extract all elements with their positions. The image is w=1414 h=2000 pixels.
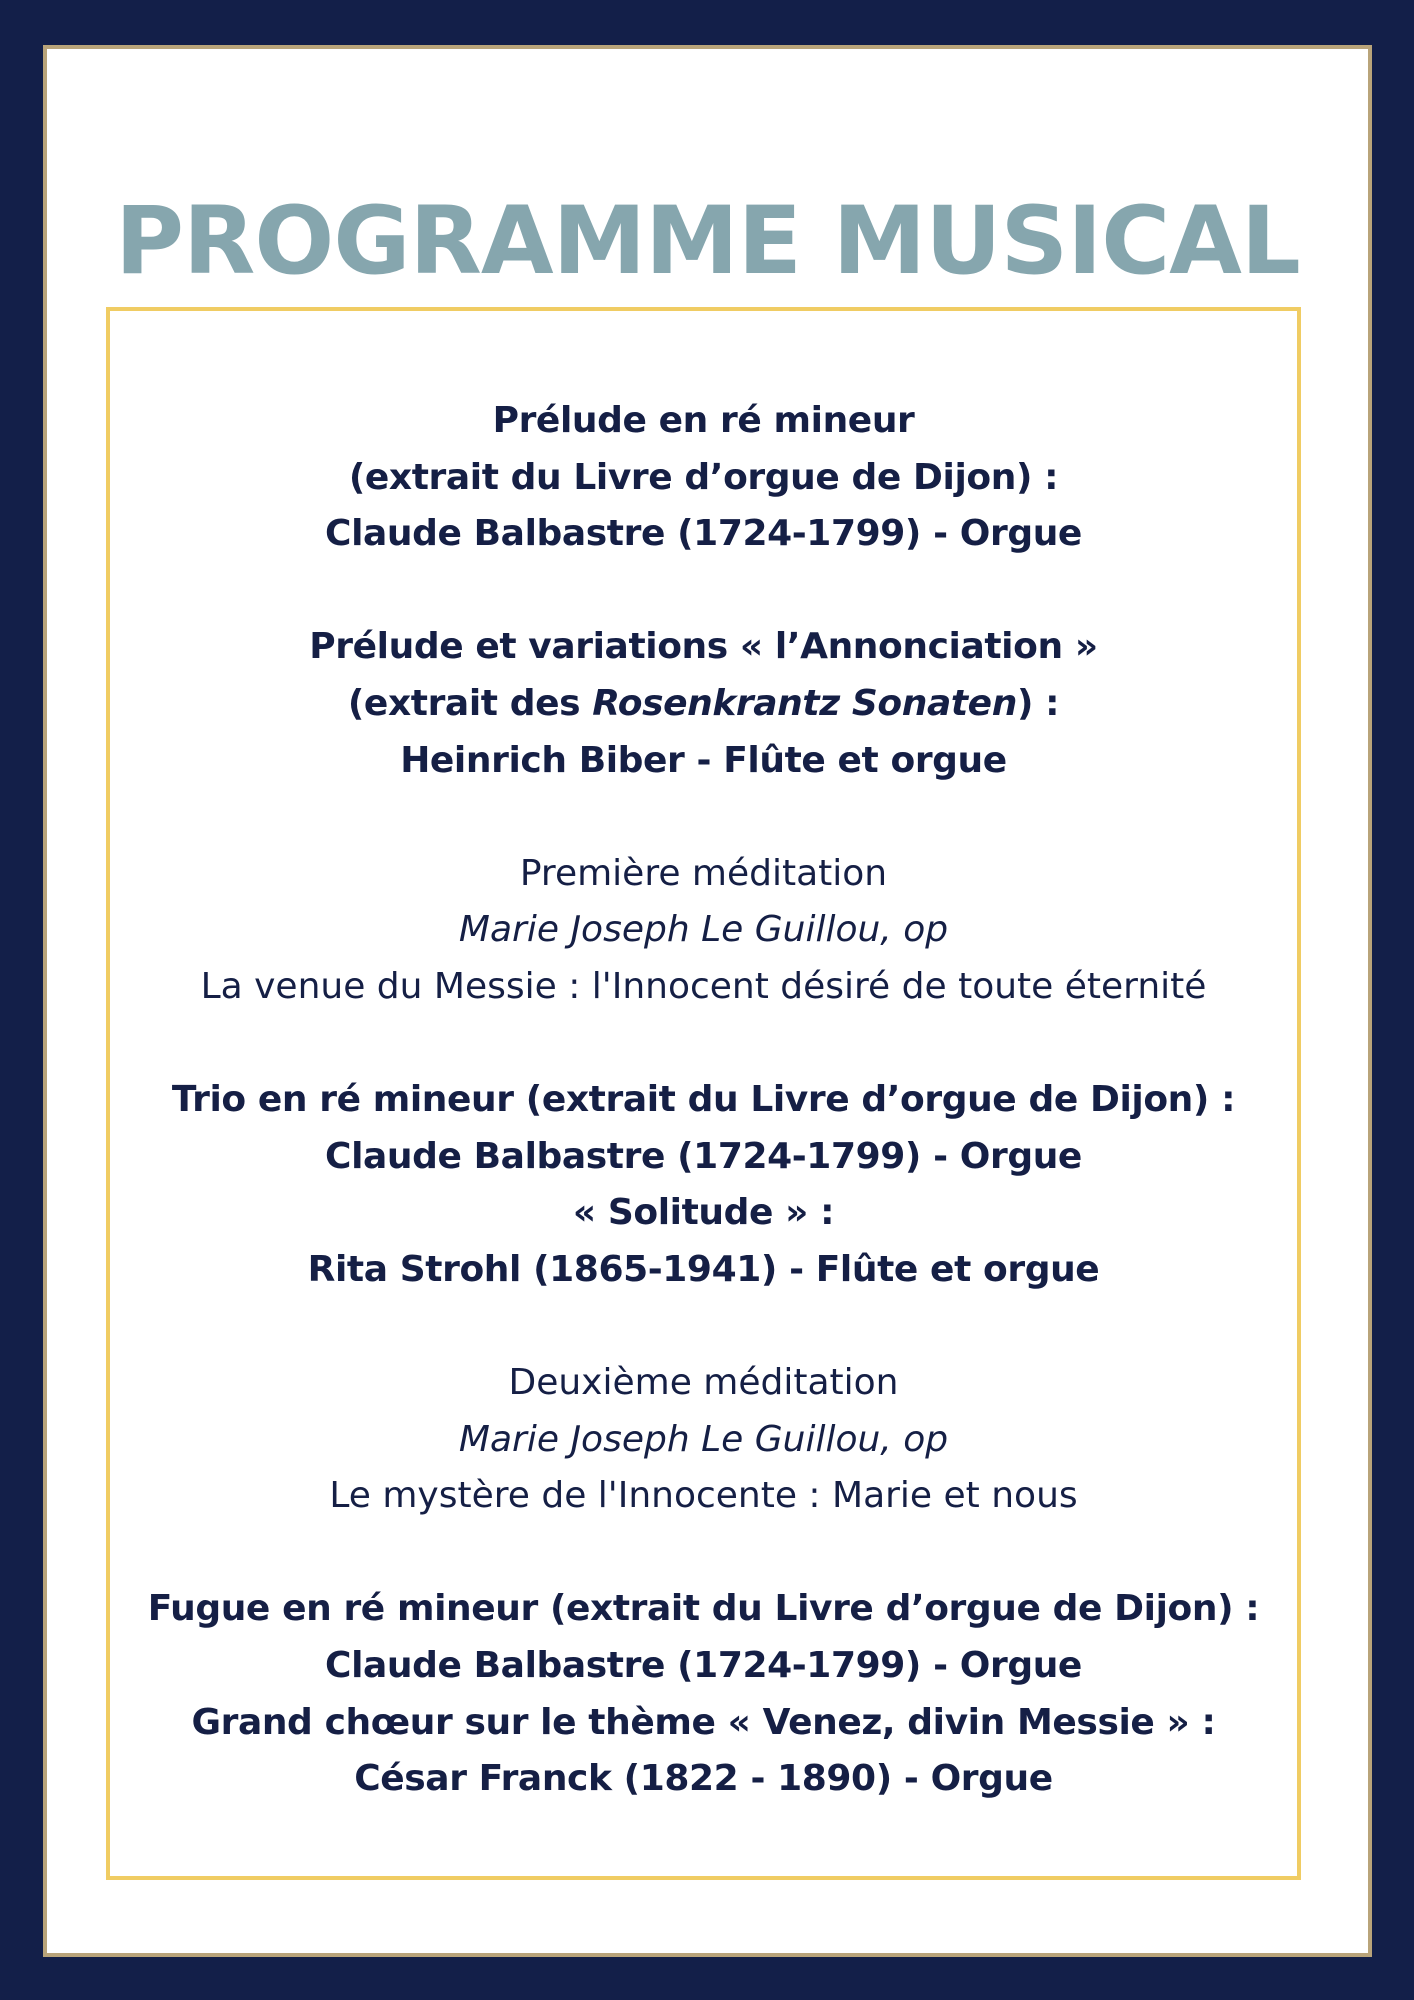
programme-content — [110, 393, 1297, 1808]
piece-2-title: Prélude et variations « l’Annonciation » — [309, 626, 1098, 668]
piece-1-source: (extrait du Livre d’orgue de Dijon) : — [348, 456, 1059, 498]
piece-5-composer: Claude Balbastre (1724-1799) - Orgue — [325, 1645, 1082, 1687]
piece-6-title: Grand chœur sur le thème « Venez, divin Messie » : — [191, 1701, 1216, 1743]
spacer — [110, 1016, 1297, 1073]
meditation-2-author: Marie Joseph Le Guillou, op — [458, 1418, 949, 1460]
programme-frame — [106, 307, 1301, 1880]
piece-3-composer: Claude Balbastre (1724-1799) - Orgue — [325, 1135, 1082, 1177]
piece-4-composer: Rita Strohl (1865-1941) - Flûte et orgue — [307, 1248, 1100, 1290]
piece-3-title: Trio en ré mineur (extrait du Livre d’orgue de Dijon) : — [171, 1079, 1236, 1121]
piece-6-composer: César Franck (1822 - 1890) - Orgue — [354, 1758, 1053, 1800]
piece-1-title: Prélude en ré mineur — [492, 400, 915, 441]
programme-page — [43, 45, 1372, 1957]
piece-4-title: « Solitude » : — [572, 1192, 835, 1234]
piece-5-title: Fugue en ré mineur (extrait du Livre d’orgue de Dijon) : — [147, 1588, 1260, 1630]
spacer — [110, 789, 1297, 846]
meditation-1-title: Première méditation — [519, 852, 888, 894]
page-title: PROGRAMME MUSICAL — [115, 187, 1300, 296]
spacer — [110, 1299, 1297, 1356]
piece-2-source — [110, 676, 1297, 733]
piece-1-composer: Claude Balbastre (1724-1799) - Orgue — [325, 513, 1082, 555]
meditation-2-subject: Le mystère de l'Innocente : Marie et nous — [329, 1475, 1078, 1517]
meditation-1-subject: La venue du Messie : l'Innocent désiré de toute éternité — [200, 965, 1207, 1007]
piece-2-source-suffix: ) : — [1016, 682, 1060, 724]
spacer — [110, 563, 1297, 620]
piece-2-composer: Heinrich Biber - Flûte et orgue — [400, 739, 1007, 781]
meditation-2-title: Deuxième méditation — [508, 1362, 899, 1404]
piece-2-source-work: Rosenkrantz Sonaten — [592, 682, 1017, 724]
piece-2-source-prefix: (extrait des — [347, 682, 593, 724]
meditation-1-author: Marie Joseph Le Guillou, op — [458, 909, 949, 951]
spacer — [110, 1525, 1297, 1582]
